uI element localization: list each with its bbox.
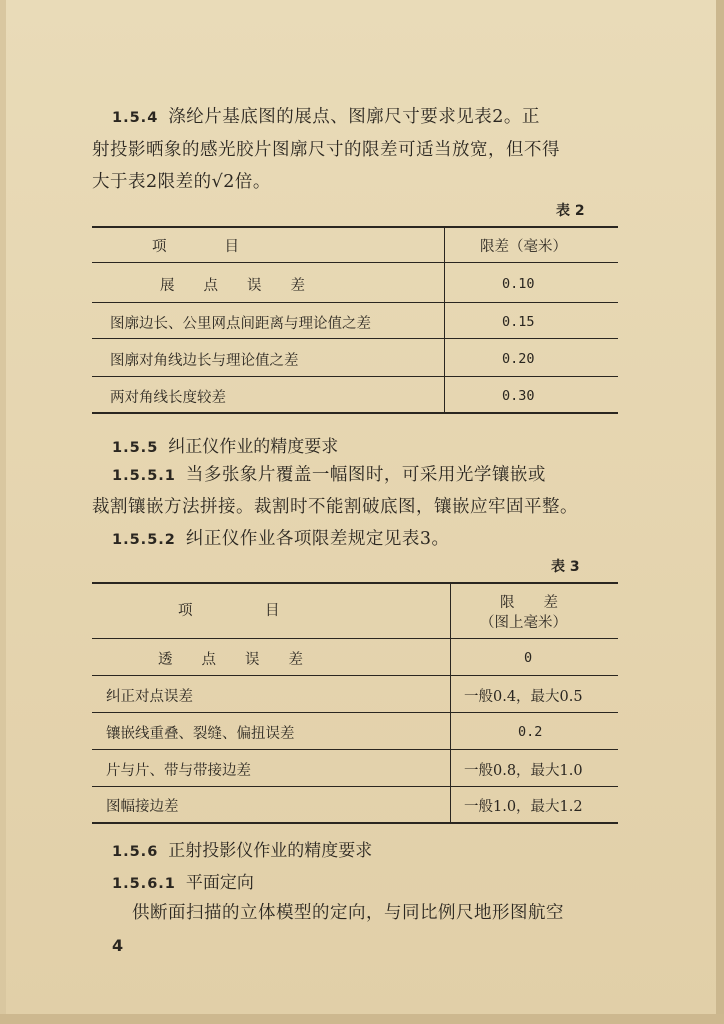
section-heading-1-5-6-1: [112, 868, 254, 893]
table-column-divider: [444, 226, 445, 414]
section-title: 正射投影仪作业的精度要求: [168, 841, 373, 861]
table-cell-item: 镶嵌线重叠、裂缝、偏扭误差: [106, 726, 295, 742]
table-cell-item: 图廓边长、公里网点间距离与理论值之差: [110, 316, 371, 332]
section-number: 1.5.5: [112, 440, 159, 456]
table-row-rule: [92, 786, 618, 787]
table-cell-item: 纠正对点误差: [106, 689, 193, 705]
table-cell-value: 一般1.0，最大1.2: [464, 799, 583, 815]
section-heading-1-5-6: [112, 836, 372, 861]
paragraph-text: 涤纶片基底图的展点、图廓尺寸要求见表2。正: [168, 107, 540, 127]
section-heading-1-5-5: [112, 432, 338, 457]
table-2-caption: 表 2: [556, 203, 585, 219]
table-row-rule: [92, 749, 618, 750]
section-number: 1.5.5.2: [112, 532, 176, 548]
table-cell-value: 一般0.4，最大0.5: [464, 689, 583, 705]
section-number: 1.5.6: [112, 844, 159, 860]
table-header-item: 项 目: [152, 239, 239, 255]
table-header-item: 项 目: [178, 603, 280, 619]
table-2: [92, 226, 618, 416]
paragraph-1-5-5-1-line-2: 裁割镶嵌方法拼接。裁割时不能割破底图，镶嵌应牢固平整。: [92, 497, 578, 517]
table-bottom-rule: [92, 412, 618, 414]
paragraph-1-5-4-line-2: 射投影晒象的感光胶片图廓尺寸的限差可适当放宽，但不得: [92, 140, 560, 160]
table-3: [92, 582, 618, 827]
page-edge-bottom: [0, 1014, 724, 1024]
table-header-rule: [92, 262, 618, 263]
table-3-caption: 表 3: [551, 559, 580, 575]
paragraph-1-5-6-1: 供断面扫描的立体模型的定向，与同比例尺地形图航空: [132, 903, 564, 923]
table-cell-value: 0.15: [502, 314, 535, 330]
table-cell-item: 展 点 误 差: [160, 278, 305, 294]
table-column-divider: [450, 582, 451, 824]
table-cell-item: 透 点 误 差: [158, 652, 303, 668]
section-number: 1.5.6.1: [112, 876, 176, 892]
paragraph-text: 纠正仪作业各项限差规定见表3。: [185, 529, 450, 549]
table-bottom-rule: [92, 822, 618, 824]
table-header-limit: 限 差: [500, 595, 558, 611]
paragraph-text: 当多张象片覆盖一幅图时，可采用光学镶嵌或: [185, 465, 546, 485]
table-cell-value: 0.2: [518, 724, 543, 740]
table-row-rule: [92, 338, 618, 339]
section-number: 1.5.4: [112, 110, 159, 126]
table-cell-value: 0.20: [502, 351, 535, 367]
paragraph-1-5-5-2: [92, 524, 632, 556]
table-top-rule: [92, 226, 618, 228]
table-cell-item: 两对角线长度较差: [110, 390, 226, 406]
table-row-rule: [92, 712, 618, 713]
section-title: 纠正仪作业的精度要求: [168, 437, 339, 457]
page-edge-left: [0, 0, 6, 1024]
table-header-limit-unit: （图上毫米）: [480, 615, 567, 631]
table-header-limit: 限差（毫米）: [480, 239, 567, 255]
table-cell-item: 图幅接边差: [106, 799, 179, 815]
paragraph-1-5-4-line-1: [92, 102, 632, 134]
table-row-rule: [92, 302, 618, 303]
page-edge-right: [716, 0, 724, 1024]
table-cell-item: 图廓对角线边长与理论值之差: [110, 353, 299, 369]
section-title: 平面定向: [185, 873, 254, 893]
table-cell-value: 一般0.8，最大1.0: [464, 763, 583, 779]
section-number: 1.5.5.1: [112, 468, 176, 484]
table-row-rule: [92, 675, 618, 676]
paragraph-1-5-4-line-3: 大于表2限差的√2倍。: [92, 172, 271, 192]
table-row-rule: [92, 376, 618, 377]
table-cell-value: 0.30: [502, 388, 535, 404]
table-top-rule: [92, 582, 618, 584]
page-number: 4: [112, 936, 124, 955]
table-cell-item: 片与片、带与带接边差: [106, 763, 251, 779]
paragraph-1-5-5-1-line-1: [92, 460, 632, 492]
table-cell-value: 0: [524, 650, 533, 666]
table-cell-value: 0.10: [502, 276, 535, 292]
table-header-rule: [92, 638, 618, 639]
